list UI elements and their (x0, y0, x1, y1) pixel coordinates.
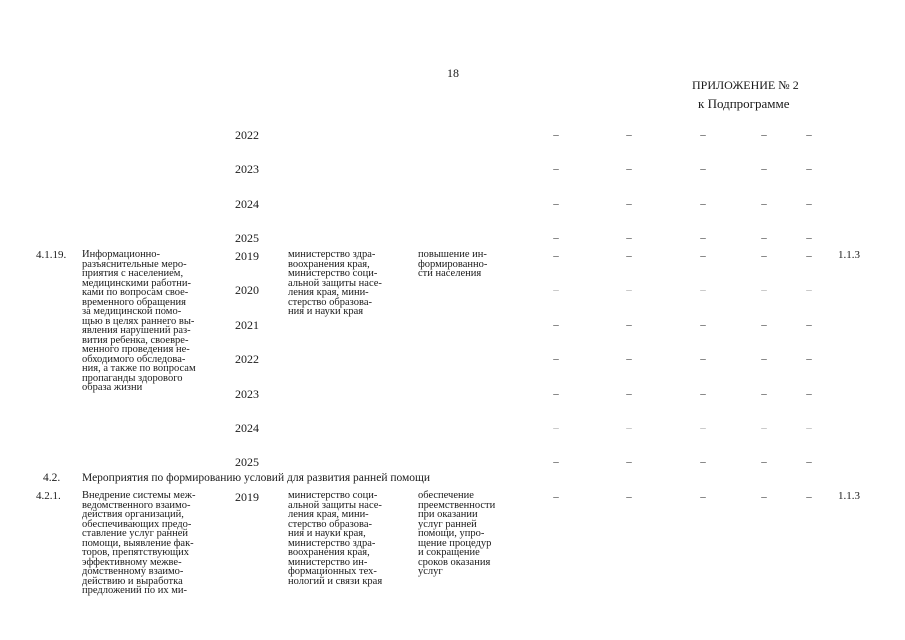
empty-value-dash: – (553, 198, 559, 210)
empty-value-dash: – (761, 388, 767, 400)
empty-value-dash: – (761, 319, 767, 331)
empty-value-dash: – (626, 284, 632, 296)
empty-value-dash: – (700, 456, 706, 468)
item-result: обеспечение преемственности при оказании услуг ранней помощи, упро- щение процедур и сокращение сроков оказания услуг (418, 490, 496, 577)
empty-value-dash: – (806, 198, 812, 210)
year-cell: 2020 (235, 283, 259, 297)
empty-value-dash: – (553, 284, 559, 296)
indicator-ref: 1.1.3 (838, 490, 860, 502)
year-cell: 2023 (235, 162, 259, 176)
section-number: 4.2. (43, 472, 61, 484)
empty-value-dash: – (761, 491, 767, 503)
empty-value-dash: – (700, 198, 706, 210)
empty-value-dash: – (626, 198, 632, 210)
empty-value-dash: – (626, 163, 632, 175)
empty-value-dash: – (806, 353, 812, 365)
empty-value-dash: – (700, 319, 706, 331)
appendix-title: ПРИЛОЖЕНИЕ № 2 (692, 78, 799, 92)
empty-value-dash: – (553, 250, 559, 262)
page-number: 18 (447, 66, 459, 80)
year-cell: 2024 (235, 421, 259, 435)
empty-value-dash: – (553, 491, 559, 503)
year-cell: 2019 (235, 249, 259, 263)
appendix-subtitle: к Подпрограмме (698, 96, 790, 111)
indicator-ref: 1.1.3 (838, 249, 860, 261)
empty-value-dash: – (806, 422, 812, 434)
year-cell: 2021 (235, 318, 259, 332)
year-cell: 2022 (235, 128, 259, 142)
empty-value-dash: – (761, 353, 767, 365)
empty-value-dash: – (761, 456, 767, 468)
empty-value-dash: – (700, 250, 706, 262)
item-executors: министерство здра- воохранения края, министерство соци- альной защиты насе- ления края, мини- стерство образова- ния и науки края (288, 249, 382, 317)
empty-value-dash: – (761, 198, 767, 210)
empty-value-dash: – (806, 163, 812, 175)
item-title: Информационно- разъяснительные меро- приятия с населением, медицинскими работни- ками по вопросам свое- временного обращения за медицинской помо- щью в целях раннего вы- явления нарушений раз- вития ребенка, своевре- менного проведения не- обходимого обследова- ния, а также по вопросам пропаганды здорового образа жизни (82, 249, 196, 393)
empty-value-dash: – (553, 319, 559, 331)
empty-value-dash: – (626, 388, 632, 400)
empty-value-dash: – (553, 456, 559, 468)
empty-value-dash: – (553, 353, 559, 365)
empty-value-dash: – (626, 250, 632, 262)
empty-value-dash: – (553, 163, 559, 175)
empty-value-dash: – (626, 232, 632, 244)
empty-value-dash: – (806, 388, 812, 400)
item-number: 4.2.1. (36, 490, 61, 502)
item-title: Внедрение системы меж- ведомственного взаимо- действия организаций, обеспечивающих предо- ставление услуг ранней помощи, выявление фак- торов, препятствующих эффективному межве- домственному взаимо- действию и выработка предложений по их ми- (82, 490, 196, 596)
item-number: 4.1.19. (36, 249, 67, 261)
empty-value-dash: – (553, 129, 559, 141)
empty-value-dash: – (626, 319, 632, 331)
empty-value-dash: – (626, 353, 632, 365)
empty-value-dash: – (700, 353, 706, 365)
year-cell: 2025 (235, 231, 259, 245)
empty-value-dash: – (806, 284, 812, 296)
item-executors: министерство соци- альной защиты насе- ления края, мини- стерство образова- ния и науки края, министерство здра- воохранения края, министерство ин- формационных тех- нологий и связи края (288, 490, 383, 587)
empty-value-dash: – (700, 491, 706, 503)
empty-value-dash: – (761, 284, 767, 296)
year-cell: 2022 (235, 352, 259, 366)
item-result: повышение ин- формированно- сти населения (418, 249, 488, 279)
empty-value-dash: – (806, 232, 812, 244)
empty-value-dash: – (761, 232, 767, 244)
empty-value-dash: – (700, 284, 706, 296)
empty-value-dash: – (761, 250, 767, 262)
empty-value-dash: – (626, 422, 632, 434)
empty-value-dash: – (553, 422, 559, 434)
empty-value-dash: – (626, 491, 632, 503)
empty-value-dash: – (626, 129, 632, 141)
empty-value-dash: – (553, 232, 559, 244)
empty-value-dash: – (700, 422, 706, 434)
empty-value-dash: – (806, 456, 812, 468)
empty-value-dash: – (553, 388, 559, 400)
section-title: Мероприятия по формированию условий для развития ранней помощи (82, 472, 431, 484)
empty-value-dash: – (761, 129, 767, 141)
year-cell: 2025 (235, 455, 259, 469)
empty-value-dash: – (626, 456, 632, 468)
year-cell: 2019 (235, 490, 259, 504)
empty-value-dash: – (700, 129, 706, 141)
empty-value-dash: – (806, 129, 812, 141)
empty-value-dash: – (806, 491, 812, 503)
year-cell: 2023 (235, 387, 259, 401)
empty-value-dash: – (761, 422, 767, 434)
empty-value-dash: – (700, 163, 706, 175)
empty-value-dash: – (806, 250, 812, 262)
empty-value-dash: – (761, 163, 767, 175)
year-cell: 2024 (235, 197, 259, 211)
empty-value-dash: – (700, 232, 706, 244)
empty-value-dash: – (806, 319, 812, 331)
empty-value-dash: – (700, 388, 706, 400)
